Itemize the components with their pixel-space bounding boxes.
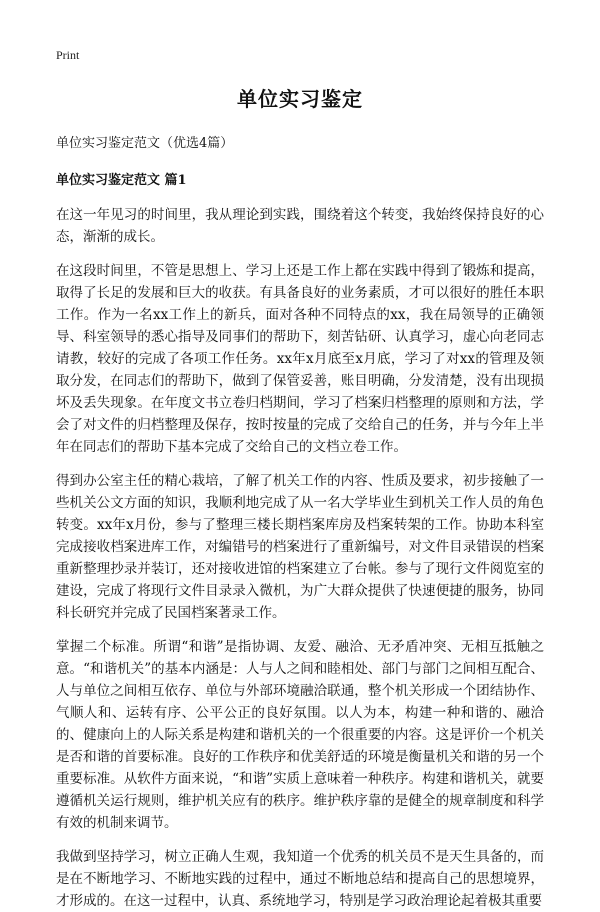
paragraph: 在这段时间里，不管是思想上、学习上还是工作上都在实践中得到了锻炼和提高，取得了长足的发展和巨大的收获。有具备良好的业务素质，才可以很好的胜任本职工作。作为一名xx工作上的新兵，面对各种不同特点的xx，我在局领导的正确领导、科室领导的悉心指导及同事们的帮助下，刻苦钻研、认真学习，虚心向老同志请教，较好的完成了各项工作任务。xx年x月底至x月底，学习了对xx的管理及领取分发，在同志们的帮助下，做到了保管妥善，账目明确，分发清楚，没有出现损坏及丢失现象。在年度文书立卷归档期间，学习了档案归档整理的原则和方法，学会了对文件的归档整理及保存，按时按量的完成了交给自己的任务，并与今年上半年在同志们的帮助下基本完成了交给自己的文档立卷工作。 [56, 263, 544, 455]
print-link[interactable]: Print [56, 48, 80, 62]
document-title: 单位实习鉴定 [237, 87, 363, 111]
paragraph: 我做到坚持学习，树立正确人生观，我知道一个优秀的机关员不是天生具备的，而是在不断地学习、不断地实践的过程中，通过不断地总结和提高自己的思想境界，才形成的。在这一过程中，认真、系统地学习，特别是学习政治理论起着极其重要 [56, 849, 544, 909]
paragraph: 在这一年见习的时间里，我从理论到实践，围绕着这个转变，我始终保持良好的心态，渐渐的成长。 [56, 207, 544, 245]
paragraph: 得到办公室主任的精心栽培，了解了机关工作的内容、性质及要求，初步接触了一些机关公文方面的知识，我顺利地完成了从一名大学毕业生到机关工作人员的角色转变。xx年x月份，参与了整理三楼长期档案库房及档案转架的工作。协助本科室完成接收档案进库工作，对编错号的档案进行了重新编号，对文件目录错误的档案重新整理抄录并装订，还对接收进馆的档案建立了台帐。参与了现行文件阅览室的建设，完成了将现行文件目录录入微机，为广大群众提供了快速便捷的服务，协同科长研究并完成了民国档案著录工作。 [56, 473, 544, 621]
document-subtitle: 单位实习鉴定范文（优选4篇） [56, 136, 234, 151]
section-heading: 单位实习鉴定范文 篇1 [56, 173, 187, 188]
paragraph: 掌握二个标准。所谓“和谐”是指协调、友爱、融洽、无矛盾冲突、无相互抵触之意。“和谐机关”的基本内涵是：人与人之间和睦相处、部门与部门之间相互配合、人与单位之间相互依存、单位与外部环境融洽联通，整个机关形成一个团结协作、气顺人和、运转有序、公平公正的良好氛围。以人为本，构建一种和谐的、融洽的、健康向上的人际关系是构建和谐机关的一个很重要的内容。这是评价一个机关是否和谐的首要标准。良好的工作秩序和优美舒适的环境是衡量机关和谐的另一个重要标准。从软件方面来说，“和谐”实质上意味着一种秩序。构建和谐机关，就要遵循机关运行规则，维护机关应有的秩序。维护秩序靠的是健全的规章制度和科学有效的机制来调节。 [56, 639, 544, 831]
